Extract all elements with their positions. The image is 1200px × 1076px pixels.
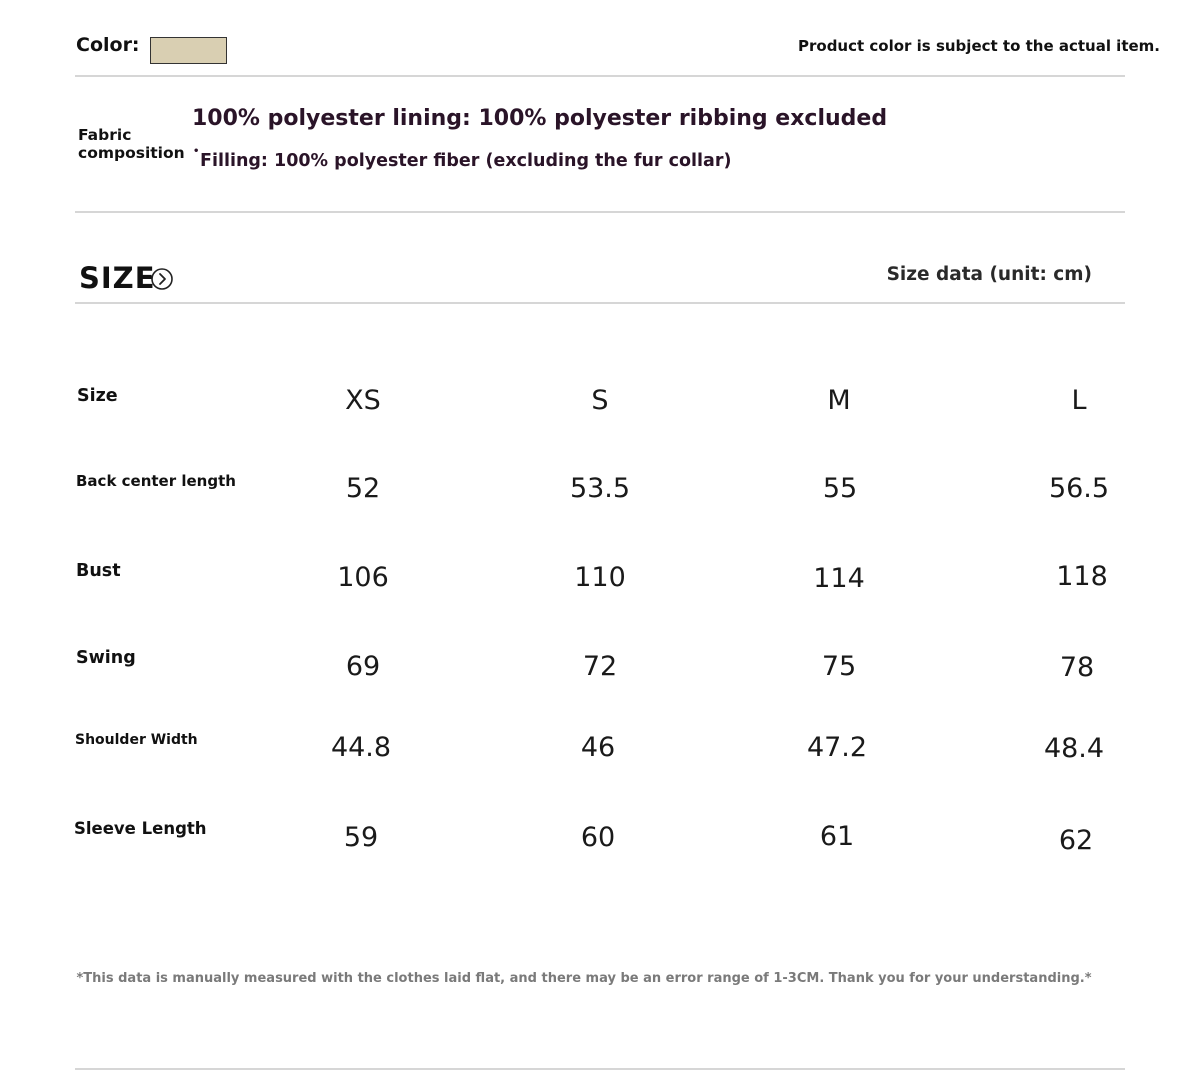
table-cell: 52 [345, 473, 381, 504]
table-cell: 118 [1056, 561, 1108, 592]
table-cell: 110 [574, 562, 626, 593]
size-header-s: S [591, 385, 609, 416]
size-header-xs: XS [345, 385, 381, 416]
row-label-bust: Bust [76, 561, 121, 581]
table-cell: 60 [580, 822, 616, 853]
table-cell: 46 [580, 732, 616, 763]
fabric-bullet: • [193, 146, 200, 157]
table-cell: 59 [343, 822, 379, 853]
table-cell: 114 [813, 563, 865, 594]
table-cell: 48.4 [1043, 733, 1105, 764]
divider [75, 1068, 1125, 1070]
size-header-l: L [1071, 385, 1087, 416]
table-cell: 61 [819, 821, 855, 852]
fabric-line-2: Filling: 100% polyester fiber (excluding the fur collar) [200, 151, 732, 171]
table-cell: 55 [822, 473, 858, 504]
measurement-footnote: *This data is manually measured with the clothes laid flat, and there may be an error range of 1-3CM. Thank you for your understanding.* [76, 971, 1092, 986]
color-swatch [150, 37, 227, 64]
fabric-line-1: 100% polyester lining: 100% polyester ribbing excluded [192, 106, 888, 131]
table-cell: 47.2 [806, 732, 868, 763]
row-label-sleeve-length: Sleeve Length [74, 819, 207, 838]
table-cell: 56.5 [1048, 473, 1110, 504]
size-title: SIZE [79, 261, 156, 295]
row-label-swing: Swing [76, 648, 136, 668]
divider [75, 302, 1125, 304]
color-label: Color: [76, 34, 140, 56]
table-cell: 53.5 [569, 473, 631, 504]
divider [75, 211, 1125, 213]
table-cell: 75 [821, 651, 857, 682]
color-note: Product color is subject to the actual item. [798, 37, 1160, 55]
size-header-m: M [827, 385, 851, 416]
row-label-shoulder-width: Shoulder Width [75, 732, 198, 748]
table-cell: 106 [337, 562, 389, 593]
fabric-label: Fabric composition [78, 126, 185, 162]
size-header-label: Size [77, 386, 118, 406]
table-cell: 78 [1059, 652, 1095, 683]
table-cell: 69 [345, 651, 381, 682]
row-label-back-center-length: Back center length [76, 472, 236, 490]
table-cell: 62 [1058, 825, 1094, 856]
table-cell: 44.8 [330, 732, 392, 763]
table-cell: 72 [582, 651, 618, 682]
size-unit-note: Size data (unit: cm) [886, 264, 1092, 285]
divider [75, 75, 1125, 77]
chevron-right-circle-icon [151, 268, 173, 290]
